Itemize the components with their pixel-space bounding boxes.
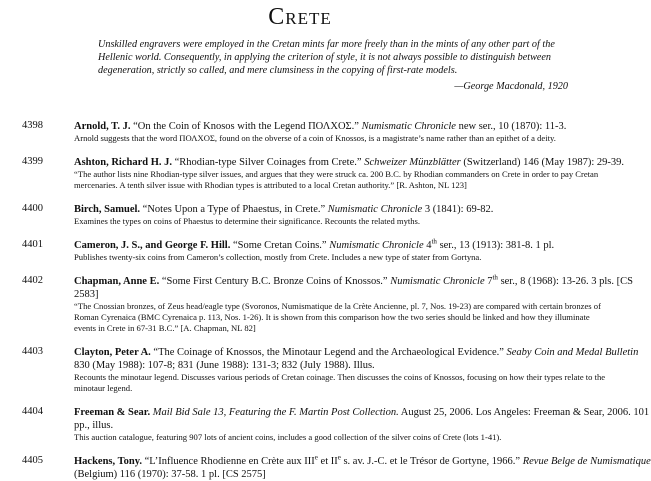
entry-note: minotaur legend. [74,383,133,393]
entry-journal: Numismatic Chronicle [361,121,456,132]
entry-number: 4403 [22,346,43,357]
entry-number: 4405 [22,455,43,466]
entry-title-sup: e [314,453,318,462]
entry-body [74,346,639,394]
entry-details: (Switzerland) 146 (May 1987): 29-39. [463,157,625,168]
epigraph-text: Unskilled engravers were employed in the Cretan mints far more freely than in the mints of any other part of the Hellenic world. Consequently, in applying the criterion of style, it is not always possible to distinguish between degeneration, strictly so called, and mere clumsiness in the copying of first-rate models. [98,39,555,77]
entry-citation [74,203,594,216]
entry-series-suffix: th [431,237,437,246]
entry-title: “Rhodian-type Silver Coinages from Crete.” [174,157,362,168]
entry-author: Chapman, Anne E. [74,276,160,287]
entry-citation-continued: 830 (May 1988): 107-8; 831 (June 1988): 131-3; 832 (July 1988). Illus. [74,360,375,371]
entry-title-sup: e [337,453,341,462]
bibliography-entry [0,406,650,443]
entry-author: Ashton, Richard H. J. [74,157,173,168]
entry-author: Clayton, Peter A. [74,347,151,358]
entry-note: Publishes twenty-six coins from Cameron’s collection, mostly from Crete. Includes a new type of stater from Gortyna. [74,252,482,262]
entry-citation-continued: pp., illus. [74,420,114,431]
entry-journal: Mail Bid Sale 13, Featuring the F. Martin Post Collection. [152,407,399,418]
entry-body [74,239,594,263]
entry-body [74,120,594,144]
entry-title: “Some First Century B.C. Bronze Coins of Knossos.” [161,276,388,287]
entry-note: Arnold suggests that the word ΠΟΛΧΟΣ, found on the obverse of a coin of Knossos, is a magistrate’s name rather than an epithet of a deity. [74,133,556,143]
entry-title: “The Coinage of Knossos, the Minotaur Legend and the Archaeological Evidence.” [153,347,504,358]
entry-journal: Numismatic Chronicle [390,276,485,287]
entry-series-suffix: th [492,273,498,282]
entry-note: “The Cnossian bronzes, of Zeus head/eagle type (Svoronos, Numismatique de la Crète Ancienne, pl. 7, Nos. 19-23) are compared with certain bronzes of [74,301,601,311]
bibliography-entry [0,203,600,227]
entry-note: Examines the types on coins of Phaestus to determine their significance. Recounts the related myths. [74,216,421,226]
entry-journal: Revue Belge de Numismatique [522,456,651,467]
bibliography-entry [0,273,633,334]
epigraph [98,38,568,93]
entry-note: Roman Cyrenaica (BMC Cyrenaica p. 113, Nos. 1-26). It is shown from this comparison how the two series should be linked and how they illuminate [74,312,590,322]
entry-title-part: “L’Influence Rhodienne en Crète aux III [144,456,315,467]
entry-citation [74,453,651,468]
entry-title: “Notes Upon a Type of Phaestus, in Crete.” [142,204,326,215]
bibliography-entry [0,156,625,191]
entry-body [74,203,594,227]
entry-details: ser., 13 (1913): 381-8. 1 pl. [439,240,555,251]
entry-number: 4400 [22,203,43,214]
entry-journal: Numismatic Chronicle [329,240,424,251]
entry-author: Cameron, J. S., and George F. Hill. [74,240,231,251]
entry-title: “On the Coin of Knosos with the Legend ΠΟΛΧΟΣ.” [133,121,359,132]
entry-citation-continued: (Belgium) 116 (1970): 37-58. 1 pl. [CS 2575] [74,469,266,480]
entry-title-part: s. av. J.-C. et le Trésor de Gortyne, 1966.” [340,456,521,467]
entry-details: 3 (1841): 69-82. [424,204,494,215]
entry-citation [74,156,625,169]
entry-citation [74,120,594,133]
entry-body [74,453,651,481]
bibliography-entry [0,453,651,481]
entry-note: mercenaries. A tenth silver issue with Rhodian types is attributed to a local Cretan authority.” [R. Ashton, NL 123] [74,180,467,190]
entry-citation [74,406,650,419]
entry-number: 4402 [22,275,43,286]
entry-series: 7 [487,276,493,287]
bibliography-entry [0,239,600,263]
entry-body [74,156,625,191]
entry-note: events in Crete in 67-31 B.C.” [A. Chapman, NL 82] [74,323,256,333]
entry-citation [74,239,594,252]
entry-body [74,406,650,443]
entry-number: 4398 [22,120,43,131]
entry-number: 4401 [22,239,43,250]
entry-journal: Seaby Coin and Medal Bulletin [506,347,639,358]
entry-citation-continued: 2583] [74,289,99,300]
bibliography-entry [0,346,639,394]
section-title: Crete [268,4,332,30]
entry-journal: Schweizer Münzblätter [364,157,461,168]
entry-citation [74,346,639,359]
entry-details: ser., 8 (1968): 13-26. 3 pls. [CS [500,276,633,287]
entry-note: Recounts the minotaur legend. Discusses various periods of Cretan coinage. Then discusses the coins of Knossos, focusing on how their types relate to the [74,372,606,382]
entry-series: 4 [426,240,432,251]
bibliography-entry [0,120,600,144]
entry-title-part: et II [317,456,338,467]
entry-author: Birch, Samuel. [74,204,141,215]
entry-body [74,273,633,334]
entry-details: new ser., 10 (1870): 11-3. [458,121,567,132]
entry-number: 4399 [22,156,43,167]
epigraph-attribution: —George Macdonald, 1920 [454,80,568,92]
entry-author: Arnold, T. J. [74,121,131,132]
entry-title: “Some Cretan Coins.” [232,240,327,251]
bibliography-list [0,120,651,481]
entry-number: 4404 [22,406,43,417]
entry-author: Freeman & Sear. [74,407,151,418]
entry-details: August 25, 2006. Los Angeles: Freeman & Sear, 2006. 101 [400,407,650,418]
entry-journal: Numismatic Chronicle [327,204,423,215]
entry-note: This auction catalogue, featuring 907 lots of ancient coins, includes a good collection of the silver coins of Crete (lots 1-41). [74,432,502,442]
entry-note: “The author lists nine Rhodian-type silver issues, and argues that they were struck ca. 200 B.C. by Rhodian commanders on Crete in order to pay Cretan [74,169,599,179]
entry-title [144,453,521,467]
entry-author: Hackens, Tony. [74,456,142,467]
entry-citation [74,273,633,288]
